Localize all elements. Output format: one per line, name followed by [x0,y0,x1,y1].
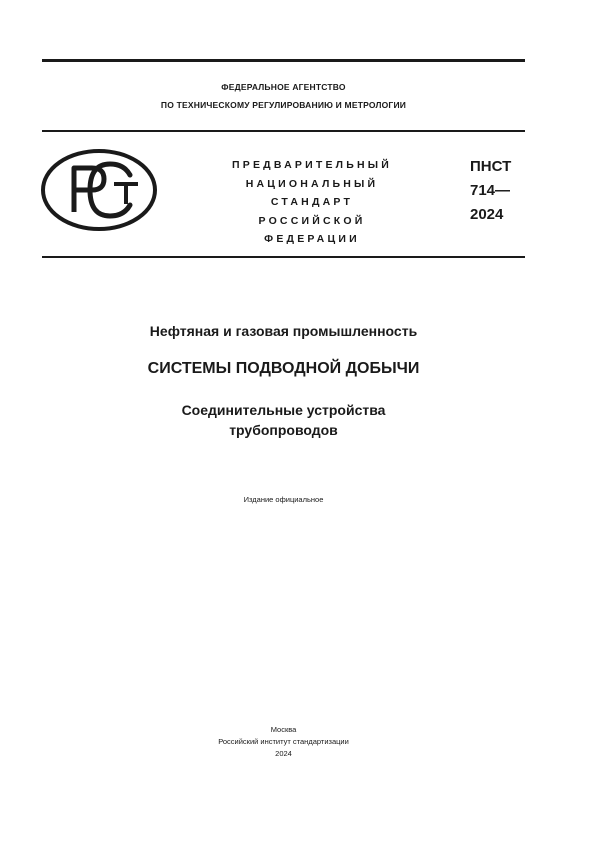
standard-type-line2: НАЦИОНАЛЬНЫЙ [245,177,379,190]
standard-code-prefix: ПНСТ [470,158,512,175]
gost-r-emblem-icon [40,148,158,232]
standard-type-line5: ФЕДЕРАЦИИ [264,233,360,245]
standard-type-line3: СТАНДАРТ [270,196,354,208]
standard-code [470,155,511,227]
agency-name-line2: ПО ТЕХНИЧЕСКОМУ РЕГУЛИРОВАНИЮ И МЕТРОЛОГИИ [160,100,407,110]
subject-title-line2: трубопроводов [229,422,338,438]
middle-rule [42,130,525,132]
bottom-rule [42,256,525,258]
top-rule [42,59,525,62]
imprint-year: 2024 [275,749,292,758]
standard-type-block [200,156,424,249]
imprint-city: Москва [270,725,297,734]
subject-title [42,400,525,440]
standard-code-year: 2024 [470,206,504,223]
standard-type-line1: ПРЕДВАРИТЕЛЬНЫЙ [232,159,392,171]
standard-type-line4: РОССИЙСКОЙ [258,214,366,227]
agency-name-line1: ФЕДЕРАЛЬНОЕ АГЕНТСТВО [221,82,346,92]
subject-title-line1: Соединительные устройства [181,402,386,418]
imprint-publisher: Российский институт стандартизации [218,737,349,746]
standard-code-number: 714— [470,182,511,199]
industry-title: Нефтяная и газовая промышленность [149,323,418,339]
system-title: СИСТЕМЫ ПОДВОДНОЙ ДОБЫЧИ [147,360,420,377]
edition-note: Издание официальное [243,495,324,504]
imprint [42,724,525,760]
